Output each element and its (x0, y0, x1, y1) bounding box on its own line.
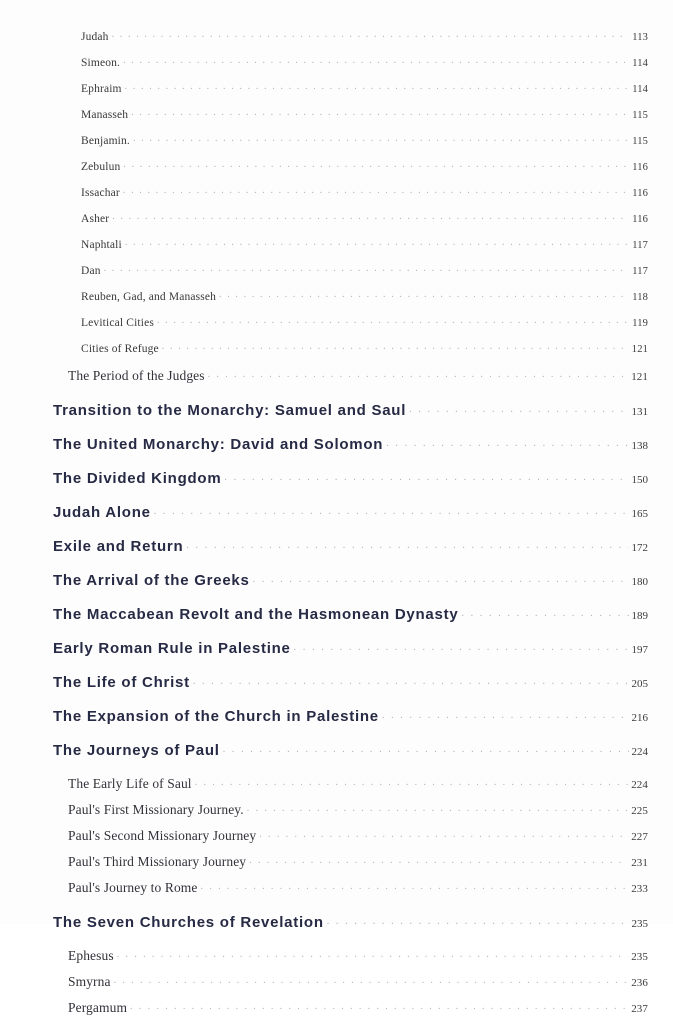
toc-entry-page-number: 113 (632, 31, 648, 43)
toc-entry-title: Paul's Journey to Rome (68, 879, 198, 895)
toc-leader-dots (461, 604, 628, 619)
toc-entry-title: Exile and Return (53, 538, 184, 555)
toc-entry-title: The Seven Churches of Revelation (53, 914, 324, 931)
toc-entry-title: Naphtali (81, 238, 122, 251)
top-spacer (0, 0, 673, 28)
toc-entry-title: Paul's Third Missionary Journey (68, 853, 247, 869)
toc-entry[interactable] (0, 972, 673, 998)
toc-entry-page-number: 225 (631, 804, 648, 817)
toc-entry-page-number: 197 (631, 644, 648, 656)
toc-entry[interactable] (0, 638, 673, 672)
toc-entry-title: The Expansion of the Church in Palestine (53, 708, 379, 725)
toc-entry-page-number: 114 (632, 57, 648, 69)
toc-leader-dots (114, 972, 629, 986)
toc-entry-title: Judah Alone (53, 504, 151, 521)
toc-entry[interactable] (0, 158, 673, 184)
toc-entry[interactable] (0, 672, 673, 706)
toc-entry-page-number: 114 (632, 83, 648, 95)
toc-entry-page-number: 117 (632, 265, 648, 277)
toc-entry[interactable] (0, 912, 673, 946)
toc-entry-title: Asher (81, 212, 110, 225)
toc-entry[interactable] (0, 502, 673, 536)
toc-entry-page-number: 235 (631, 950, 648, 963)
toc-entry-page-number: 115 (632, 109, 648, 121)
toc-entry[interactable] (0, 54, 673, 80)
toc-entry-title: Early Roman Rule in Palestine (53, 640, 291, 657)
toc-leader-dots (253, 570, 629, 585)
toc-entry-page-number: 180 (631, 576, 648, 588)
toc-entry-title: Cities of Refuge (81, 342, 159, 355)
toc-entry-title: The Maccabean Revolt and the Hasmonean Dynasty (53, 606, 459, 623)
toc-leader-dots (104, 262, 630, 274)
toc-entry-page-number: 121 (631, 343, 648, 355)
toc-entry[interactable] (0, 340, 673, 366)
toc-entry-title: Pergamum (68, 999, 128, 1015)
toc-entry-page-number: 121 (631, 370, 648, 383)
toc-entry-title: The Period of the Judges (68, 367, 205, 383)
toc-leader-dots (224, 468, 628, 483)
toc-entry-page-number: 233 (631, 882, 648, 895)
toc-entry-title: Ephraim (81, 82, 122, 95)
toc-leader-dots (154, 502, 629, 517)
section-spacer (0, 904, 673, 912)
toc-entry-title: Paul's First Missionary Journey. (68, 801, 244, 817)
toc-entry[interactable] (0, 852, 673, 878)
toc-entry-title: Benjamin. (81, 134, 130, 147)
toc-entry[interactable] (0, 570, 673, 604)
toc-entry[interactable] (0, 314, 673, 340)
toc-entry[interactable] (0, 366, 673, 392)
toc-entry-title: Issachar (81, 186, 120, 199)
toc-entry-title: The Early Life of Saul (68, 775, 192, 791)
toc-entry-page-number: 216 (631, 712, 648, 724)
toc-leader-dots (186, 536, 628, 551)
toc-leader-dots (382, 706, 629, 721)
toc-leader-dots (157, 314, 629, 326)
toc-entry-page-number: 117 (632, 239, 648, 251)
toc-entry-page-number: 165 (631, 508, 648, 520)
toc-entry-title: Judah (81, 30, 109, 43)
toc-entry-title: Paul's Second Missionary Journey (68, 827, 257, 843)
toc-entry-title: The Journeys of Paul (53, 742, 220, 759)
toc-entry[interactable] (0, 28, 673, 54)
toc-entry[interactable] (0, 468, 673, 502)
toc-leader-dots (219, 288, 629, 300)
toc-entry-page-number: 224 (631, 746, 648, 758)
toc-entry-page-number: 172 (631, 542, 648, 554)
toc-entry[interactable] (0, 604, 673, 638)
toc-leader-dots (409, 400, 628, 415)
toc-entry-title: Transition to the Monarchy: Samuel and Saul (53, 402, 407, 419)
toc-entry-page-number: 116 (632, 213, 648, 225)
toc-entry[interactable] (0, 106, 673, 132)
toc-leader-dots (193, 672, 629, 687)
toc-entry-title: Smyrna (68, 973, 111, 989)
toc-entry-page-number: 227 (631, 830, 648, 843)
toc-entry-page-number: 237 (631, 1002, 648, 1015)
toc-leader-dots (247, 800, 628, 814)
toc-entry-title: Reuben, Gad, and Manasseh (81, 290, 217, 303)
toc-entry-title: The Arrival of the Greeks (53, 572, 250, 589)
toc-entry[interactable] (0, 236, 673, 262)
toc-entry-title: The United Monarchy: David and Solomon (53, 436, 384, 453)
toc-entry-page-number: 138 (631, 440, 648, 452)
toc-leader-dots (125, 80, 630, 92)
toc-leader-dots (162, 340, 629, 352)
toc-entry[interactable] (0, 80, 673, 106)
toc-leader-dots (131, 106, 629, 118)
toc-leader-dots (125, 236, 629, 248)
toc-entry[interactable] (0, 774, 673, 800)
toc-entry-page-number: 150 (631, 474, 648, 486)
toc-entry-page-number: 115 (632, 135, 648, 147)
toc-leader-dots (130, 998, 628, 1012)
toc-entry[interactable] (0, 740, 673, 774)
toc-entry-title: Ephesus (68, 947, 114, 963)
toc-entry-page-number: 116 (632, 161, 648, 173)
toc-entry-page-number: 118 (632, 291, 648, 303)
toc-leader-dots (117, 946, 628, 960)
toc-entry[interactable] (0, 800, 673, 826)
toc-leader-dots (327, 912, 629, 927)
toc-leader-dots (294, 638, 629, 653)
toc-leader-dots (123, 54, 629, 66)
toc-entry-list (0, 28, 673, 1024)
toc-entry-page-number: 224 (631, 778, 648, 791)
toc-entry[interactable] (0, 400, 673, 434)
toc-entry[interactable] (0, 826, 673, 852)
toc-entry[interactable] (0, 706, 673, 740)
toc-entry[interactable] (0, 878, 673, 904)
section-spacer (0, 392, 673, 400)
toc-entry[interactable] (0, 536, 673, 570)
toc-entry-page-number: 235 (631, 918, 648, 930)
toc-entry-page-number: 119 (632, 317, 648, 329)
toc-leader-dots (223, 740, 629, 755)
toc-entry-page-number: 131 (631, 406, 648, 418)
toc-entry-title: Simeon. (81, 56, 121, 69)
toc-leader-dots (133, 132, 629, 144)
toc-leader-dots (386, 434, 628, 449)
toc-entry-title: Levitical Cities (81, 316, 154, 329)
toc-entry[interactable] (0, 288, 673, 314)
toc-entry[interactable] (0, 262, 673, 288)
toc-entry-page-number: 231 (631, 856, 648, 869)
toc-entry[interactable] (0, 946, 673, 972)
toc-entry[interactable] (0, 184, 673, 210)
toc-entry-title: Zebulun (81, 160, 121, 173)
toc-leader-dots (249, 852, 628, 866)
toc-entry-page-number: 189 (631, 610, 648, 622)
toc-entry[interactable] (0, 210, 673, 236)
toc-entry-page-number: 205 (631, 678, 648, 690)
toc-entry-title: The Divided Kingdom (53, 470, 222, 487)
toc-entry[interactable] (0, 998, 673, 1024)
toc-leader-dots (195, 774, 629, 788)
toc-entry[interactable] (0, 132, 673, 158)
toc-leader-dots (112, 28, 630, 40)
toc-entry[interactable] (0, 434, 673, 468)
toc-leader-dots (208, 366, 629, 380)
toc-leader-dots (123, 158, 629, 170)
toc-entry-page-number: 116 (632, 187, 648, 199)
toc-entry-title: Manasseh (81, 108, 129, 121)
toc-entry-title: The Life of Christ (53, 674, 190, 691)
toc-leader-dots (201, 878, 629, 892)
toc-entry-page-number: 236 (631, 976, 648, 989)
toc-leader-dots (112, 210, 629, 222)
toc-leader-dots (259, 826, 628, 840)
toc-leader-dots (123, 184, 629, 196)
toc-entry-title: Dan (81, 264, 101, 277)
